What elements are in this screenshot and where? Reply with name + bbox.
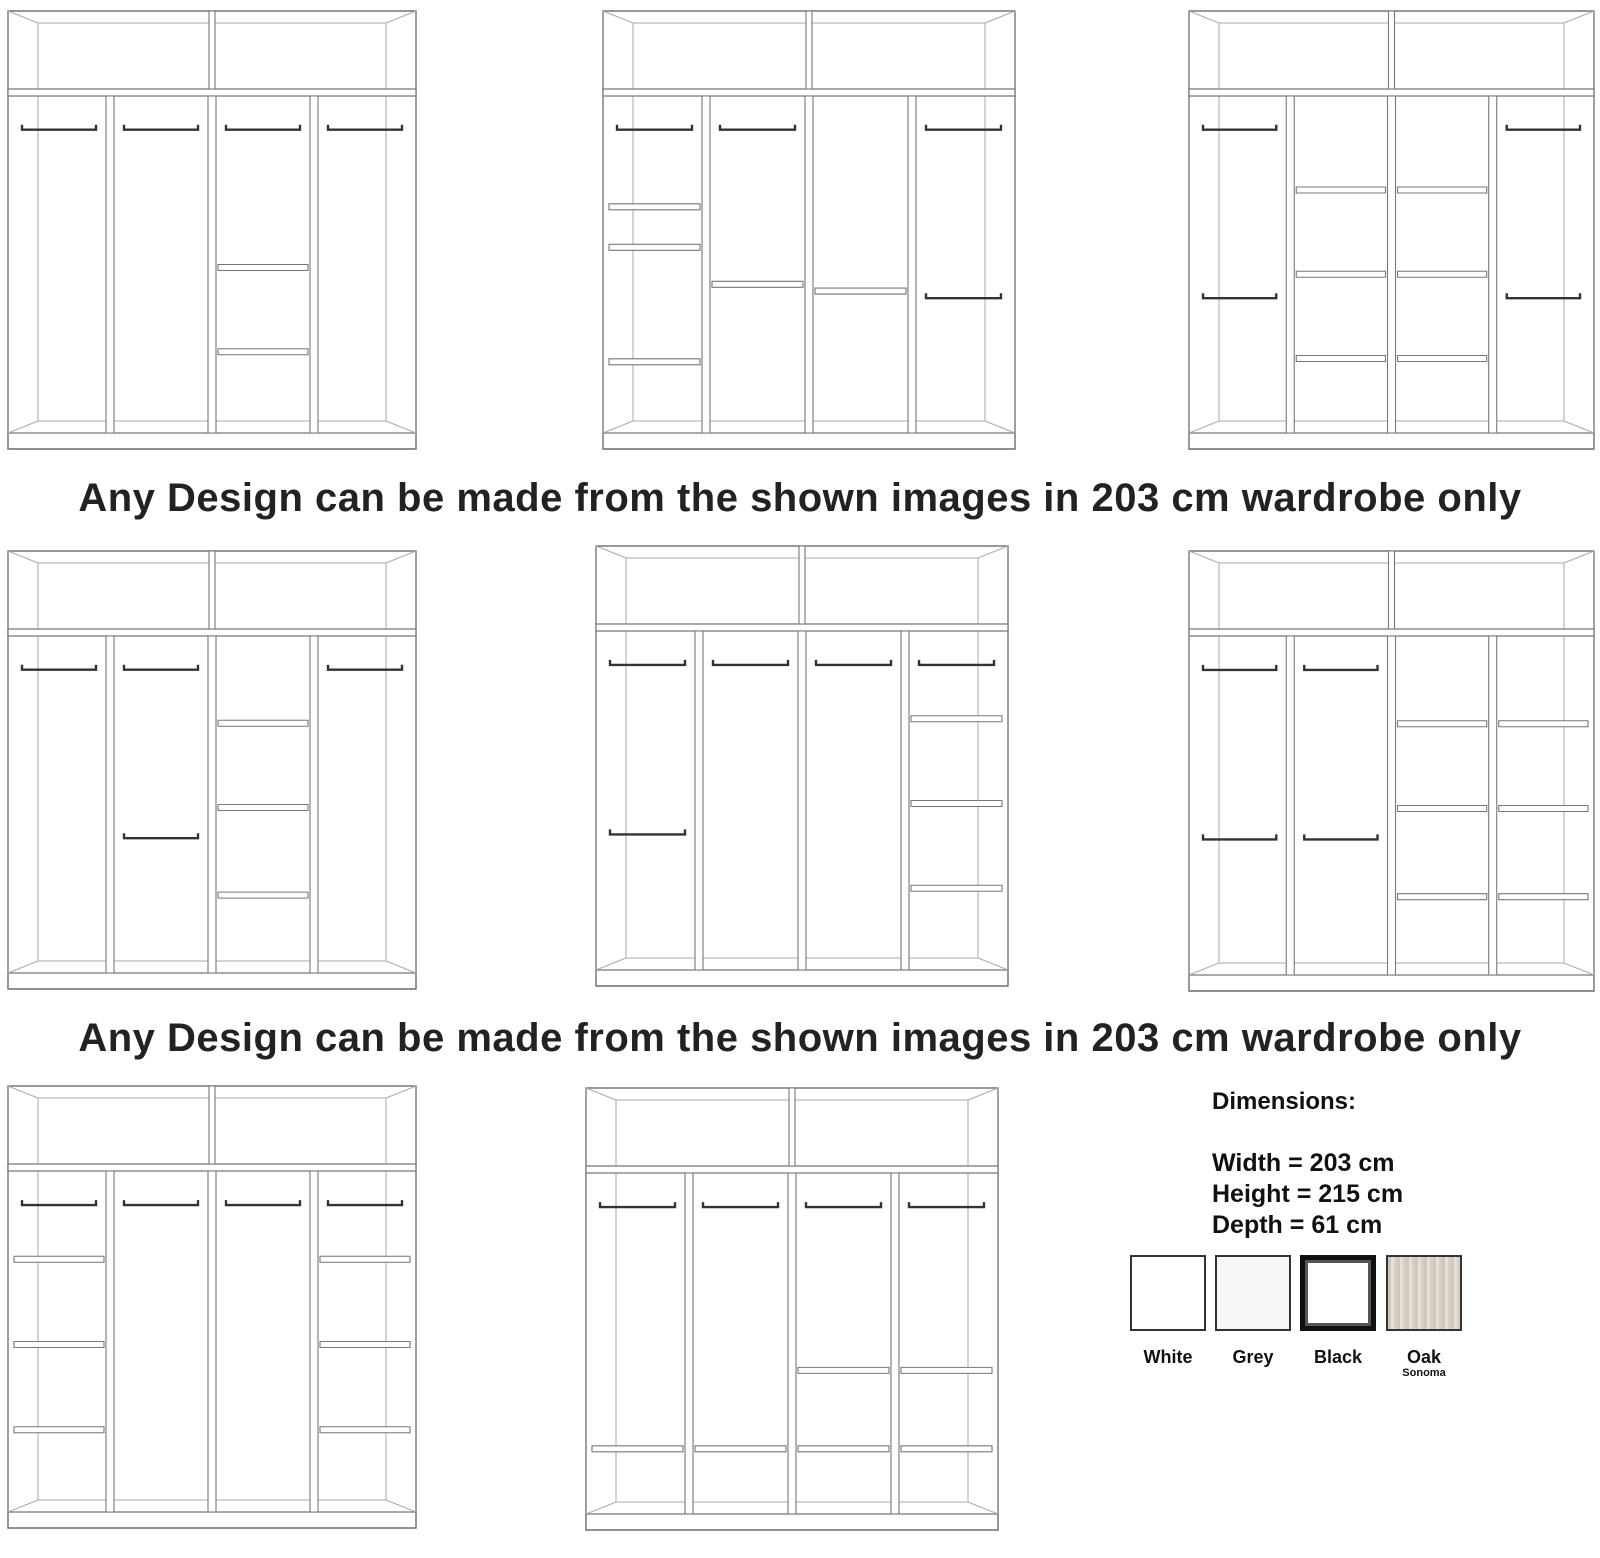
corner-line <box>8 421 38 433</box>
color-options <box>1130 1255 1470 1380</box>
banner-text-2: Any Design can be made from the shown images in 203 cm wardrobe only <box>78 1016 1522 1060</box>
hanging-rail <box>124 665 198 670</box>
section-divider <box>1388 96 1396 433</box>
section-divider <box>798 631 806 970</box>
section-divider <box>901 631 909 970</box>
corner-line <box>596 958 626 970</box>
corner-line <box>985 11 1015 23</box>
corner-line <box>1564 551 1594 563</box>
shelf <box>609 244 700 250</box>
hanging-rail <box>816 660 891 665</box>
hanging-rail <box>1203 125 1276 130</box>
corner-line <box>386 1500 416 1512</box>
corner-line <box>1189 963 1219 975</box>
hanging-rail <box>124 1200 198 1205</box>
section-divider <box>208 636 216 973</box>
hanging-rail <box>909 1202 984 1207</box>
shelf <box>1296 355 1385 361</box>
swatch-grey[interactable] <box>1215 1255 1291 1331</box>
top-shelf <box>1189 629 1594 636</box>
wardrobe-design-1 <box>2 5 422 463</box>
shelf <box>14 1342 104 1348</box>
corner-line <box>8 1500 38 1512</box>
shelf <box>712 281 803 287</box>
top-divider <box>799 546 805 624</box>
corner-line <box>8 551 38 563</box>
section-divider <box>106 96 114 433</box>
shelf <box>1499 721 1588 727</box>
hanging-rail <box>1203 834 1276 839</box>
dimension-width: Width = 203 cm <box>1212 1149 1395 1177</box>
swatch-label-oak: Oak <box>1406 1347 1442 1367</box>
shelf <box>798 1446 889 1452</box>
section-divider <box>208 96 216 433</box>
top-shelf <box>1189 89 1594 96</box>
corner-line <box>8 961 38 973</box>
swatch-black[interactable] <box>1300 1255 1376 1331</box>
section-divider <box>106 636 114 973</box>
hanging-rail <box>926 125 1001 130</box>
shelf <box>592 1446 683 1452</box>
shelf <box>320 1342 410 1348</box>
wardrobe-design-3 <box>1183 5 1600 463</box>
corner-line <box>603 11 633 23</box>
shelf <box>218 892 308 898</box>
shelf <box>320 1256 410 1262</box>
corner-line <box>603 421 633 433</box>
shelf <box>320 1427 410 1433</box>
shelf <box>1398 806 1487 812</box>
top-divider <box>806 11 812 89</box>
hanging-rail <box>22 125 96 130</box>
shelf <box>1296 271 1385 277</box>
section-divider <box>788 1173 796 1514</box>
shelf <box>1398 355 1487 361</box>
shelf <box>1499 806 1588 812</box>
corner-line <box>386 551 416 563</box>
corner-line <box>1189 421 1219 433</box>
hanging-rail <box>226 125 300 130</box>
corner-line <box>596 546 626 558</box>
corner-line <box>1564 11 1594 23</box>
section-divider <box>310 636 318 973</box>
shelf <box>218 265 308 271</box>
shelf <box>1398 894 1487 900</box>
hanging-rail <box>617 125 692 130</box>
wardrobe-design-5 <box>590 540 1014 1000</box>
corner-line <box>386 1086 416 1098</box>
shelf <box>911 885 1002 891</box>
hanging-rail <box>919 660 994 665</box>
plinth <box>1189 975 1594 991</box>
swatch-label-grey: Grey <box>1232 1347 1274 1367</box>
section-divider <box>685 1173 693 1514</box>
section-divider <box>1388 636 1396 975</box>
section-divider <box>702 96 710 433</box>
shelf <box>609 204 700 210</box>
dimension-height: Height = 215 cm <box>1212 1180 1404 1208</box>
corner-line <box>1564 963 1594 975</box>
hanging-rail <box>610 829 685 834</box>
hanging-rail <box>713 660 788 665</box>
section-divider <box>891 1173 899 1514</box>
hanging-rail <box>22 665 96 670</box>
top-shelf <box>8 629 416 636</box>
shelf <box>695 1446 786 1452</box>
top-divider <box>1389 11 1395 89</box>
plinth <box>586 1514 998 1530</box>
corner-line <box>968 1088 998 1100</box>
hanging-rail <box>124 125 198 130</box>
shelf <box>798 1367 889 1373</box>
hanging-rail <box>124 833 198 838</box>
top-divider <box>1389 551 1395 629</box>
plinth <box>596 970 1008 986</box>
section-divider <box>1286 636 1294 975</box>
corner-line <box>985 421 1015 433</box>
corner-line <box>586 1088 616 1100</box>
shelf <box>218 805 308 811</box>
plinth <box>8 433 416 449</box>
corner-line <box>386 421 416 433</box>
section-divider <box>310 1171 318 1512</box>
section-divider <box>908 96 916 433</box>
section-divider <box>310 96 318 433</box>
corner-line <box>586 1502 616 1514</box>
shelf <box>218 349 308 355</box>
top-divider <box>209 1086 215 1164</box>
shelf <box>609 359 700 365</box>
shelf <box>1499 894 1588 900</box>
hanging-rail <box>1203 293 1276 298</box>
hanging-rail <box>328 125 402 130</box>
shelf <box>218 720 308 726</box>
corner-line <box>978 546 1008 558</box>
section-divider <box>106 1171 114 1512</box>
hanging-rail <box>328 665 402 670</box>
corner-line <box>1189 11 1219 23</box>
dimensions-title: Dimensions: <box>1212 1088 1357 1115</box>
dimension-depth: Depth = 61 cm <box>1212 1211 1383 1239</box>
shelf <box>815 288 906 294</box>
swatch-label-black: Black <box>1313 1347 1363 1367</box>
hanging-rail <box>1507 125 1580 130</box>
hanging-rail <box>926 293 1001 298</box>
section-divider <box>695 631 703 970</box>
corner-line <box>386 11 416 23</box>
plinth <box>8 1512 416 1528</box>
corner-line <box>978 958 1008 970</box>
plinth <box>1189 433 1594 449</box>
top-shelf <box>586 1166 998 1173</box>
wardrobe-design-2 <box>597 5 1021 463</box>
corner-line <box>1189 551 1219 563</box>
hanging-rail <box>1203 665 1276 670</box>
corner-line <box>8 11 38 23</box>
hanging-rail <box>22 1200 96 1205</box>
hanging-rail <box>226 1200 300 1205</box>
swatch-sub-oak: Sonoma <box>1402 1367 1446 1379</box>
section-divider <box>1489 636 1497 975</box>
top-shelf <box>603 89 1015 96</box>
wardrobe-design-6 <box>1183 545 1600 1005</box>
top-divider <box>789 1088 795 1166</box>
top-shelf <box>8 1164 416 1171</box>
corner-line <box>968 1502 998 1514</box>
shelf <box>911 801 1002 807</box>
swatch-oak-sonoma[interactable] <box>1386 1255 1462 1331</box>
shelf <box>901 1367 992 1373</box>
hanging-rail <box>328 1200 402 1205</box>
banner-text-1: Any Design can be made from the shown images in 203 cm wardrobe only <box>78 476 1522 520</box>
hanging-rail <box>610 660 685 665</box>
dimensions-panel <box>1212 1088 1403 1241</box>
shelf <box>14 1256 104 1262</box>
shelf <box>14 1427 104 1433</box>
top-shelf <box>8 89 416 96</box>
shelf <box>911 716 1002 722</box>
shelf <box>1398 721 1487 727</box>
section-divider <box>1489 96 1497 433</box>
top-shelf <box>596 624 1008 631</box>
section-divider <box>208 1171 216 1512</box>
hanging-rail <box>720 125 795 130</box>
shelf <box>901 1446 992 1452</box>
hanging-rail <box>1507 293 1580 298</box>
section-divider <box>805 96 813 433</box>
plinth <box>8 973 416 989</box>
corner-line <box>1564 421 1594 433</box>
wardrobe-design-4 <box>2 545 422 1003</box>
hanging-rail <box>806 1202 881 1207</box>
section-divider <box>1286 96 1294 433</box>
swatch-label-white: White <box>1143 1347 1193 1367</box>
shelf <box>1398 271 1487 277</box>
shelf <box>1296 187 1385 193</box>
top-divider <box>209 551 215 629</box>
wardrobe-design-7 <box>2 1080 422 1542</box>
hanging-rail <box>1304 834 1377 839</box>
shelf <box>1398 187 1487 193</box>
wardrobe-design-8 <box>580 1082 1004 1544</box>
hanging-rail <box>600 1202 675 1207</box>
hanging-rail <box>1304 665 1377 670</box>
swatch-white[interactable] <box>1130 1255 1206 1331</box>
top-divider <box>209 11 215 89</box>
corner-line <box>8 1086 38 1098</box>
plinth <box>603 433 1015 449</box>
corner-line <box>386 961 416 973</box>
hanging-rail <box>703 1202 778 1207</box>
